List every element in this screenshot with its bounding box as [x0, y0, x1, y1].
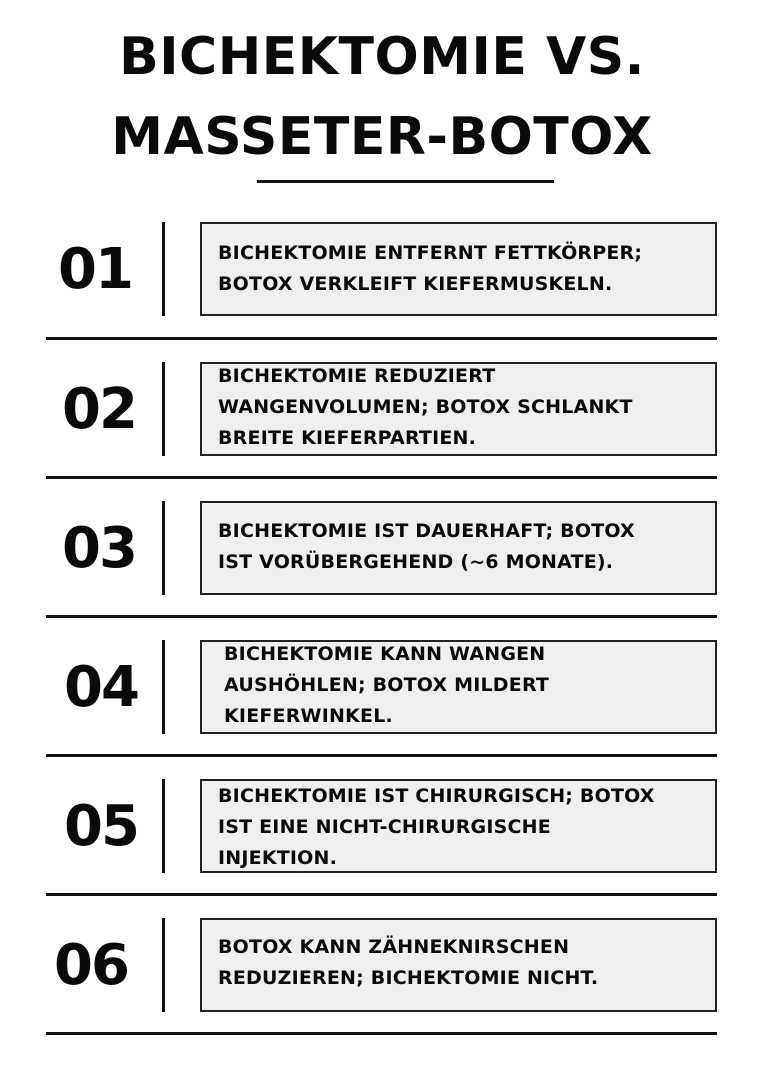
vertical-divider — [162, 779, 165, 873]
item-text-box — [200, 222, 717, 316]
item-text-box — [200, 918, 717, 1012]
item-text-line: WANGENVOLUMEN; BOTOX SCHLANKT — [218, 396, 633, 418]
title-underline — [257, 180, 554, 183]
list-item-01 — [0, 222, 764, 362]
list-item-05 — [0, 779, 764, 919]
item-text-line: BICHEKTOMIE ENTFERNT FETTKÖRPER; — [218, 242, 643, 264]
item-text-line: BREITE KIEFERPARTIEN. — [218, 427, 477, 449]
row-divider — [46, 754, 717, 757]
item-text-line: KIEFERWINKEL. — [224, 705, 393, 727]
item-text-line: AUSHÖHLEN; BOTOX MILDERT — [224, 674, 550, 696]
row-divider — [46, 1032, 717, 1035]
list-item-06 — [0, 918, 764, 1058]
item-number: 03 — [62, 516, 136, 581]
list-item-04 — [0, 640, 764, 780]
vertical-divider — [162, 222, 165, 316]
item-text-box — [200, 501, 717, 595]
item-text — [218, 932, 709, 994]
item-text-line: IST EINE NICHT-CHIRURGISCHE — [218, 816, 551, 838]
list-item-03 — [0, 501, 764, 641]
item-text-line: BOTOX KANN ZÄHNEKNIRSCHEN — [218, 936, 570, 958]
item-text-line: INJEKTION. — [218, 847, 338, 869]
item-text-box — [200, 362, 717, 456]
item-text — [224, 639, 709, 732]
item-text-line: BICHEKTOMIE IST DAUERHAFT; BOTOX — [218, 520, 635, 542]
item-number: 02 — [62, 377, 136, 442]
item-number: 04 — [64, 655, 138, 720]
item-text-line: IST VORÜBERGEHEND (~6 MONATE). — [218, 551, 614, 573]
list-item-02 — [0, 362, 764, 502]
vertical-divider — [162, 362, 165, 456]
row-divider — [46, 337, 717, 340]
item-text — [218, 781, 709, 874]
item-text — [218, 238, 709, 300]
item-text-line: BICHEKTOMIE KANN WANGEN — [224, 643, 546, 665]
item-text-line: BOTOX VERKLEIFT KIEFERMUSKELN. — [218, 273, 613, 295]
title-line-1: BICHEKTOMIE VS. — [119, 27, 645, 87]
item-text — [218, 516, 709, 578]
vertical-divider — [162, 918, 165, 1012]
vertical-divider — [162, 501, 165, 595]
vertical-divider — [162, 640, 165, 734]
item-number: 06 — [54, 933, 128, 998]
item-text-line: BICHEKTOMIE IST CHIRURGISCH; BOTOX — [218, 785, 655, 807]
row-divider — [46, 615, 717, 618]
row-divider — [46, 476, 717, 479]
item-text-line: REDUZIEREN; BICHEKTOMIE NICHT. — [218, 967, 599, 989]
row-divider — [46, 893, 717, 896]
item-text — [218, 361, 709, 454]
title-line-2: MASSETER-BOTOX — [111, 107, 653, 167]
item-number: 05 — [64, 794, 138, 859]
item-text-box — [200, 779, 717, 873]
item-number: 01 — [58, 237, 132, 302]
item-text-box — [200, 640, 717, 734]
item-text-line: BICHEKTOMIE REDUZIERT — [218, 365, 496, 387]
